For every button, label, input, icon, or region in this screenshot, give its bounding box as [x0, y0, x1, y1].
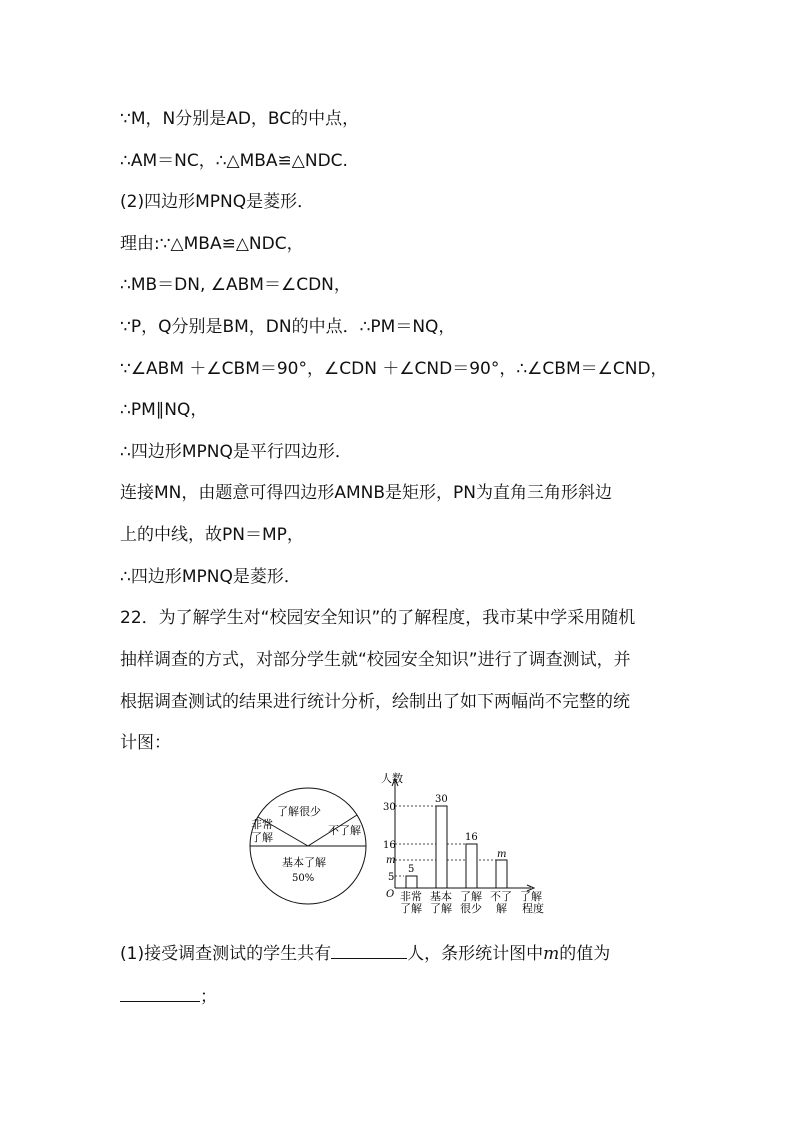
text-line: ∴四边形MPNQ是菱形．	[120, 567, 301, 587]
bar-little-understand	[466, 844, 477, 888]
pie-label-very-bottom: 了解	[251, 831, 273, 844]
y-axis-label: 人数	[381, 772, 403, 785]
text-line: ∴四边形MPNQ是平行四边形．	[120, 442, 352, 462]
x-axis-label-line2: 程度	[522, 902, 544, 915]
text-line: 连接MN，由题意可得四边形AMNB是矩形，PN为直角三角形斜边	[120, 483, 613, 503]
question-part-1	[120, 940, 610, 966]
question-22-line: 根据调查测试的结果进行统计分析，绘制出了如下两幅尚不完整的统	[120, 692, 630, 712]
question-22-line: 22．为了解学生对“校园安全知识”的了解程度，我市某中学采用随机	[120, 608, 636, 628]
pie-chart	[250, 788, 366, 904]
bar-not-understand	[496, 860, 507, 888]
pie-label-not: 不了解	[328, 824, 361, 837]
text-line: 理由:∵△MBA≌△NDC，	[120, 234, 304, 254]
y-tick-16: 16	[383, 840, 396, 851]
x-axis-label-line1: 了解	[520, 890, 542, 903]
y-tick-30: 30	[383, 802, 396, 813]
question-text: (1)接受调查测试的学生共有	[120, 944, 332, 964]
bar-basic-understand	[436, 806, 447, 888]
text-line: ∴AM＝NC，∴△MBA≌△NDC.	[120, 151, 348, 171]
bar-value-label: 16	[465, 832, 478, 843]
question-text: 的值为	[559, 944, 611, 964]
category-label: 非常	[400, 890, 422, 903]
variable-m: m	[543, 944, 560, 964]
answer-blank-m[interactable]	[120, 983, 200, 1002]
bar-value-label: m	[497, 849, 507, 860]
pie-label-little: 了解很少	[277, 805, 321, 818]
bar-very-understand	[406, 876, 417, 888]
category-label: 解	[496, 902, 507, 915]
question-22-line: 计图：	[120, 733, 171, 753]
category-label: 了解	[400, 902, 422, 915]
category-label: 了解	[430, 902, 452, 915]
figure-svg	[248, 770, 548, 920]
pie-label-basic: 基本了解	[282, 856, 326, 869]
text-line: ∵P，Q分别是BM，DN的中点．∴PM＝NQ，	[120, 317, 456, 337]
question-text: ；	[200, 987, 217, 1007]
y-tick-m: m	[386, 855, 396, 866]
origin-label: O	[386, 889, 395, 900]
text-line: ∴PM∥NQ，	[120, 400, 208, 420]
text-line: (2)四边形MPNQ是菱形．	[120, 192, 315, 212]
bar-value-label: 30	[435, 794, 448, 805]
category-label: 基本	[430, 890, 452, 903]
pie-label-basic-pct: 50%	[292, 873, 315, 884]
text-line: ∴MB＝DN, ∠ABM＝∠CDN，	[120, 275, 351, 295]
category-label: 不了	[490, 890, 512, 903]
question-text: 人，条形统计图中	[407, 944, 544, 964]
question-22-line: 抽样调查的方式，对部分学生就“校园安全知识”进行了调查测试，并	[120, 650, 631, 670]
pie-label-very-top: 非常	[251, 818, 273, 831]
y-tick-5: 5	[388, 872, 395, 883]
text-line: ∵M，N分别是AD，BC的中点，	[120, 109, 360, 129]
text-line: 上的中线，故PN＝MP，	[120, 525, 304, 545]
category-label: 很少	[460, 902, 482, 915]
answer-blank-total[interactable]	[331, 940, 407, 959]
bar-chart	[381, 771, 544, 915]
statistics-figure	[248, 770, 548, 924]
bar-value-label: 5	[408, 864, 415, 875]
category-label: 了解	[460, 890, 482, 903]
text-line: ∵∠ABM ＋∠CBM＝90°，∠CDN ＋∠CND＝90°，∴∠CBM＝∠CND，	[120, 359, 668, 379]
question-part-1-cont	[120, 983, 217, 1009]
